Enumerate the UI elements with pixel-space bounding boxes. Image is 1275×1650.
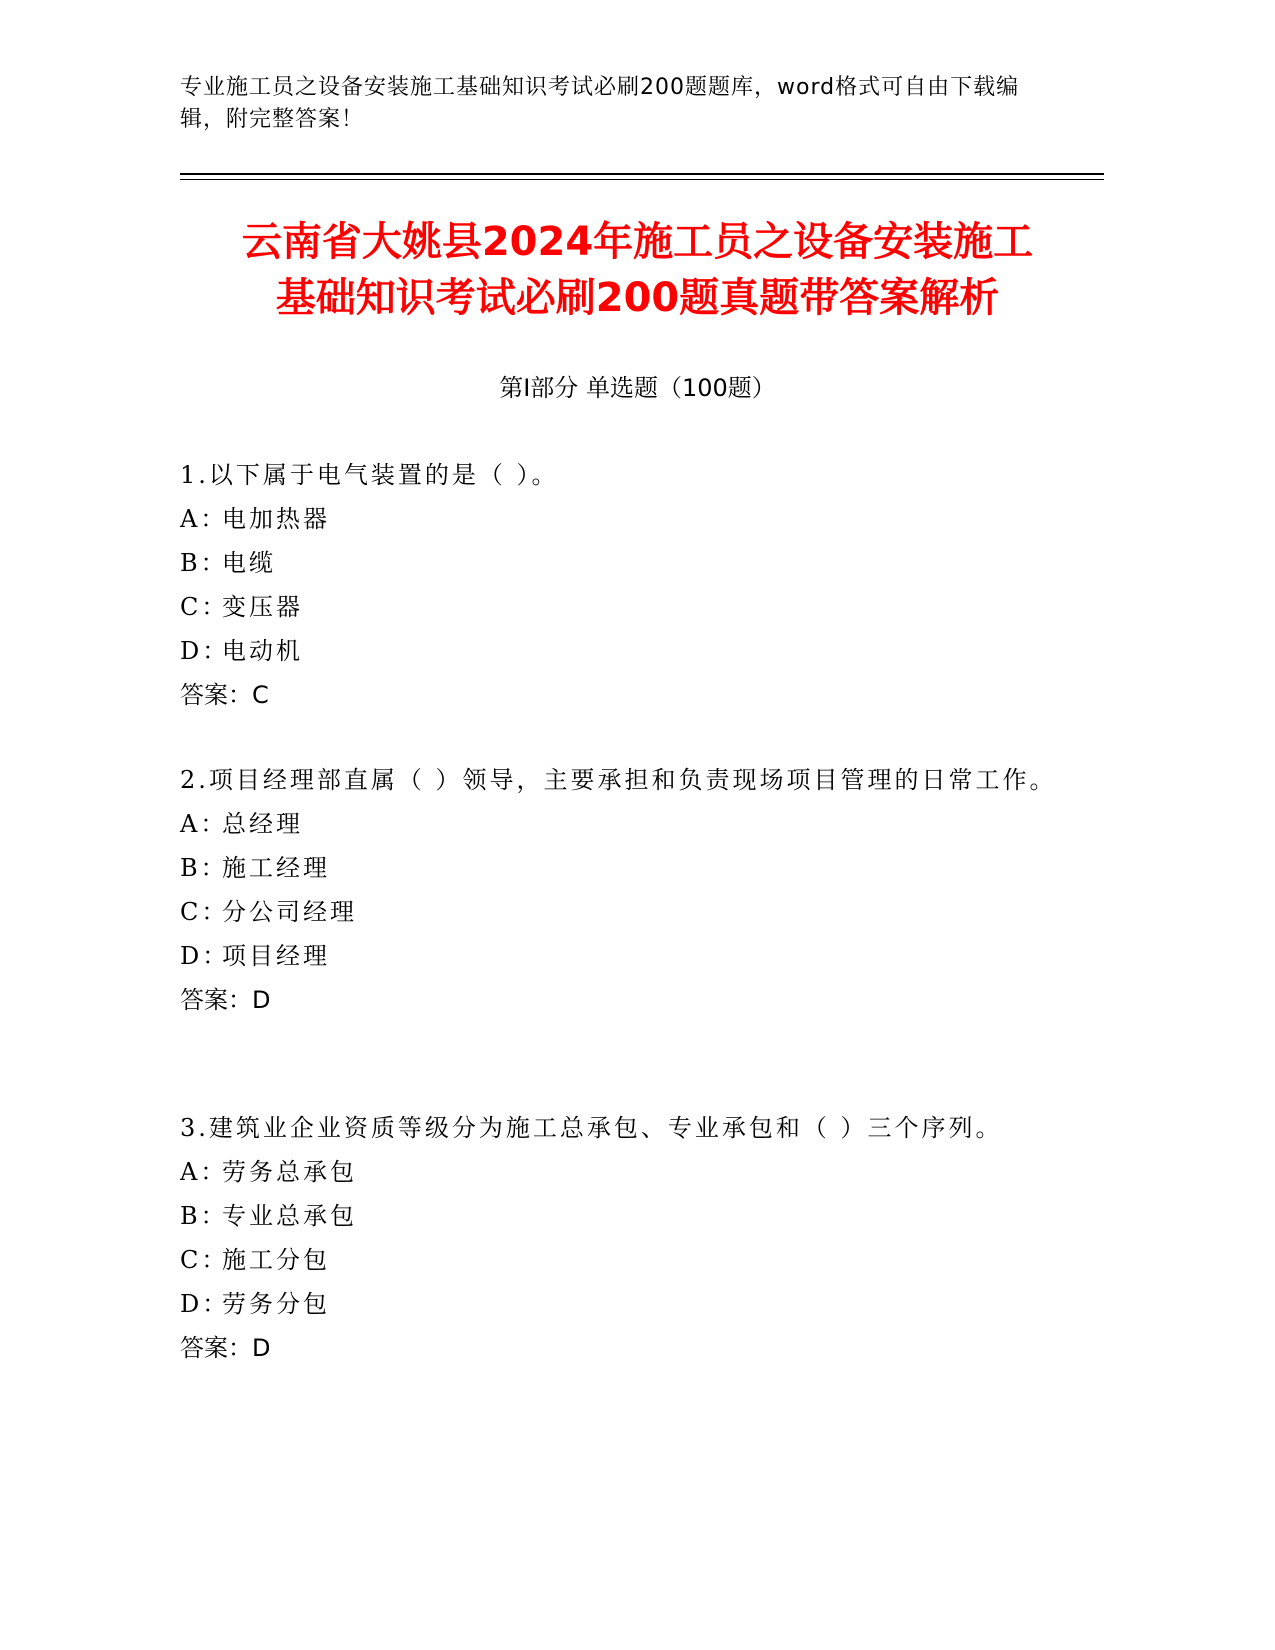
option-text: 劳务总承包 bbox=[222, 1158, 357, 1186]
header-rule-thin bbox=[180, 179, 1104, 180]
answer-line bbox=[180, 673, 1060, 717]
option-key: D： bbox=[180, 1290, 230, 1318]
section-title: 第Ⅰ部分 单选题（100题） bbox=[499, 374, 776, 402]
option-c bbox=[180, 1238, 1060, 1282]
answer-label: 答案： bbox=[180, 681, 252, 709]
answer-value: D bbox=[252, 1334, 271, 1362]
option-a bbox=[180, 497, 1060, 541]
option-text: 劳务分包 bbox=[222, 1290, 330, 1318]
option-text: 总经理 bbox=[222, 810, 303, 838]
option-d bbox=[180, 1282, 1060, 1326]
option-text: 分公司经理 bbox=[222, 898, 357, 926]
question-stem: 3.建筑业企业资质等级分为施工总承包、专业承包和（ ）三个序列。 bbox=[180, 1114, 1003, 1142]
option-a bbox=[180, 1150, 1060, 1194]
option-text: 电加热器 bbox=[222, 505, 330, 533]
option-key: C： bbox=[180, 1246, 229, 1274]
option-key: C： bbox=[180, 593, 229, 621]
answer-line bbox=[180, 978, 1060, 1022]
answer-label: 答案： bbox=[180, 986, 252, 1014]
option-c bbox=[180, 585, 1060, 629]
option-key: D： bbox=[180, 942, 230, 970]
title-line-1: 云南省大姚县2024年施工员之设备安装施工 bbox=[241, 219, 1034, 265]
option-d bbox=[180, 934, 1060, 978]
answer-value: D bbox=[252, 986, 271, 1014]
question-stem: 1.以下属于电气装置的是（ ）。 bbox=[180, 461, 559, 489]
header-note: 专业施工员之设备安装施工基础知识考试必刷200题题库，word格式可自由下载编辑，附完整答案！ bbox=[180, 75, 1020, 132]
option-text: 电缆 bbox=[222, 549, 276, 577]
option-b bbox=[180, 1194, 1060, 1238]
option-text: 电动机 bbox=[222, 637, 303, 665]
option-c bbox=[180, 890, 1060, 934]
option-text: 变压器 bbox=[222, 593, 303, 621]
document-title bbox=[160, 214, 1115, 326]
option-key: C： bbox=[180, 898, 229, 926]
option-b bbox=[180, 846, 1060, 890]
question-2 bbox=[180, 758, 1060, 1022]
option-text: 施工分包 bbox=[222, 1246, 330, 1274]
title-line-2: 基础知识考试必刷200题真题带答案解析 bbox=[275, 275, 1000, 321]
question-3 bbox=[180, 1106, 1060, 1370]
option-key: B： bbox=[180, 549, 228, 577]
option-text: 专业总承包 bbox=[222, 1202, 357, 1230]
option-key: A： bbox=[180, 1158, 228, 1186]
option-d bbox=[180, 629, 1060, 673]
header-rule-thick bbox=[180, 173, 1104, 175]
option-key: D： bbox=[180, 637, 230, 665]
answer-value: C bbox=[252, 681, 269, 709]
option-key: B： bbox=[180, 854, 228, 882]
option-text: 项目经理 bbox=[222, 942, 330, 970]
answer-label: 答案： bbox=[180, 1334, 252, 1362]
question-stem: 2.项目经理部直属（ ）领导，主要承担和负责现场项目管理的日常工作。 bbox=[180, 766, 1057, 794]
option-a bbox=[180, 802, 1060, 846]
option-text: 施工经理 bbox=[222, 854, 330, 882]
option-b bbox=[180, 541, 1060, 585]
option-key: B： bbox=[180, 1202, 228, 1230]
option-key: A： bbox=[180, 810, 228, 838]
option-key: A： bbox=[180, 505, 228, 533]
answer-line bbox=[180, 1326, 1060, 1370]
question-1 bbox=[180, 453, 1060, 717]
